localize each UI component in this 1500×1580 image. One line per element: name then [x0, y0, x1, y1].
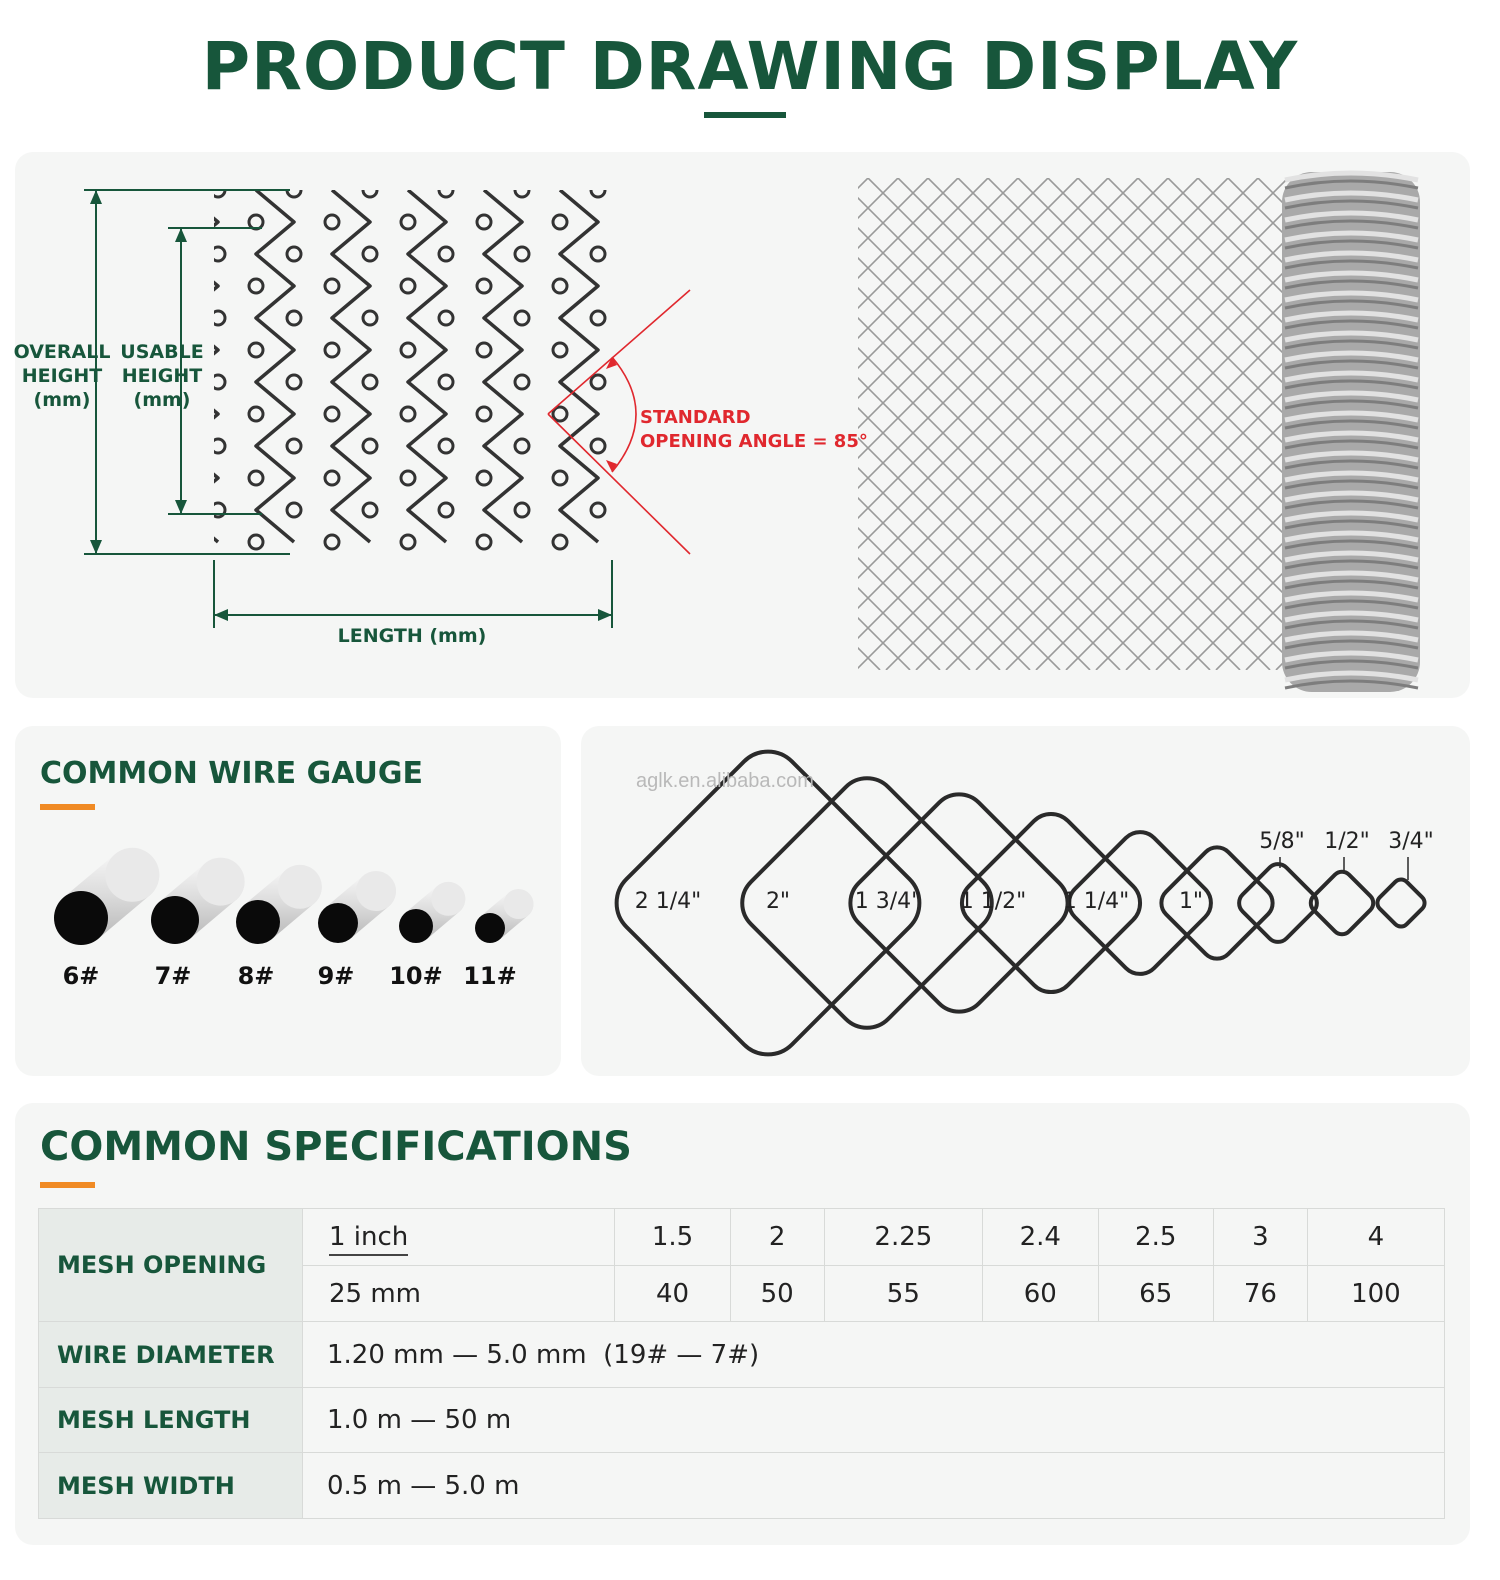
opening-3-4 [1374, 876, 1428, 930]
mesh-opening-label: MESH OPENING [39, 1209, 303, 1322]
opening-label-1: 1" [1178, 889, 1204, 914]
gauge-11: 11# [463, 962, 517, 990]
opening-angle-label: STANDARD OPENING ANGLE = 85° [640, 407, 868, 452]
opening-label-3-4: 3/4" [1388, 829, 1434, 854]
opening-label-1-3-4: 1 3/4" [854, 889, 922, 914]
specifications-accent-bar [40, 1182, 95, 1188]
gauge-6: 6# [62, 962, 100, 990]
mesh-length-label: MESH LENGTH [39, 1388, 303, 1453]
mesh-width-value: 0.5 m — 5.0 m [303, 1453, 1445, 1519]
usable-height-label: USABLE HEIGHT (mm) [120, 341, 204, 411]
gauge-7: 7# [154, 962, 192, 990]
gauge-10: 10# [389, 962, 443, 990]
table-cell: 2.4 [983, 1209, 1098, 1266]
table-cell: 50 [730, 1266, 824, 1322]
opening-label-1-1-4: 1 1/4" [1062, 889, 1130, 914]
table-cell: 25 mm [303, 1266, 615, 1322]
table-cell: 65 [1098, 1266, 1213, 1322]
table-cell: 76 [1213, 1266, 1307, 1322]
wire-diameter-label: WIRE DIAMETER [39, 1322, 303, 1388]
wire-diameter-value: 1.20 mm — 5.0 mm (19# — 7#) [303, 1322, 1445, 1388]
opening-label-2: 2" [765, 889, 791, 914]
opening-label-1-2: 1/2" [1324, 829, 1370, 854]
mesh-width-label: MESH WIDTH [39, 1453, 303, 1519]
opening-label-2-1-4: 2 1/4" [634, 889, 702, 914]
table-cell: 100 [1307, 1266, 1444, 1322]
page-title: PRODUCT DRAWING DISPLAY [201, 28, 1299, 105]
watermark: aglk.en.alibaba.com [636, 770, 814, 792]
table-cell: 3 [1213, 1209, 1307, 1266]
gauge-9: 9# [317, 962, 355, 990]
table-cell: 4 [1307, 1209, 1444, 1266]
table-cell: 2 [730, 1209, 824, 1266]
table-cell: 60 [983, 1266, 1098, 1322]
table-cell: 2.5 [1098, 1209, 1213, 1266]
gauge-8: 8# [237, 962, 275, 990]
table-row [39, 1322, 1445, 1388]
table-row [39, 1453, 1445, 1519]
overall-height-label: OVERALL HEIGHT (mm) [13, 341, 111, 411]
table-cell: 1.5 [615, 1209, 730, 1266]
table-cell: 40 [615, 1266, 730, 1322]
table-cell: 55 [824, 1266, 982, 1322]
length-label: LENGTH (mm) [337, 625, 487, 647]
specifications-table [38, 1208, 1445, 1519]
table-cell: 1 inch [303, 1209, 615, 1266]
wire-gauge-heading: COMMON WIRE GAUGE [40, 756, 423, 791]
mesh-length-value: 1.0 m — 50 m [303, 1388, 1445, 1453]
table-row [39, 1209, 1445, 1266]
opening-label-1-1-2: 1 1/2" [959, 889, 1027, 914]
table-row [39, 1388, 1445, 1453]
specifications-heading: COMMON SPECIFICATIONS [40, 1124, 632, 1170]
table-cell: 2.25 [824, 1209, 982, 1266]
opening-label-5-8: 5/8" [1259, 829, 1305, 854]
